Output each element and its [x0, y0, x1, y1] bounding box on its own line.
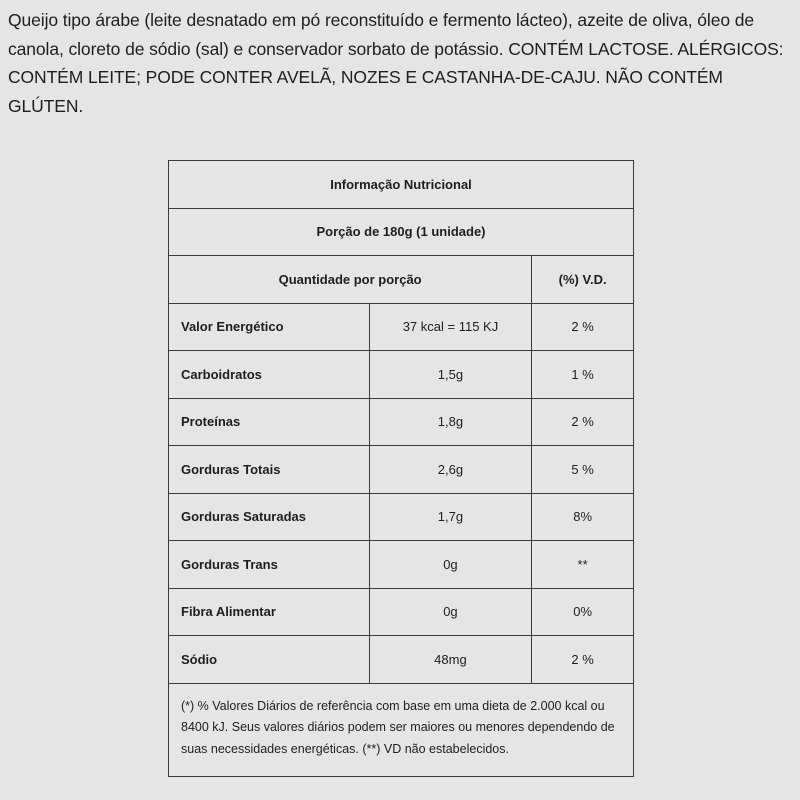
nutrient-name: Carboidratos: [169, 351, 370, 399]
table-row: [169, 398, 634, 446]
nutrient-amount: 1,8g: [369, 398, 532, 446]
table-title: Informação Nutricional: [169, 161, 634, 209]
table-row: [169, 446, 634, 494]
header-vd: (%) V.D.: [532, 256, 634, 304]
nutrient-amount: 48mg: [369, 636, 532, 684]
footnote-row: [169, 683, 634, 777]
nutrient-name: Fibra Alimentar: [169, 588, 370, 636]
table-row: [169, 351, 634, 399]
nutrient-amount: 1,7g: [369, 493, 532, 541]
table-row: [169, 636, 634, 684]
serving-row: [169, 208, 634, 256]
nutrient-name: Proteínas: [169, 398, 370, 446]
nutrient-vd: 8%: [532, 493, 634, 541]
nutrient-vd: 5 %: [532, 446, 634, 494]
table-row: [169, 303, 634, 351]
nutrient-vd: **: [532, 541, 634, 589]
table-row: [169, 588, 634, 636]
footnote: (*) % Valores Diários de referência com base em uma dieta de 2.000 kcal ou 8400 kJ. Seus valores diários podem ser maiores ou menores dependendo de suas necessidades energéticas. (**) VD não estabelecidos.: [169, 683, 634, 777]
nutrient-vd: 2 %: [532, 398, 634, 446]
nutrient-name: Valor Energético: [169, 303, 370, 351]
ingredients-text: Queijo tipo árabe (leite desnatado em pó reconstituído e fermento lácteo), azeite de oliva, óleo de canola, cloreto de sódio (sal) e conservador sorbato de potássio. CONTÉM LACTOSE. ALÉRGICOS: CONTÉM LEITE; PODE CONTER AVELÃ, NOZES E CASTANHA-DE-CAJU. NÃO CONTÉM GLÚTEN.: [8, 10, 784, 116]
table-row: [169, 493, 634, 541]
nutrient-vd: 0%: [532, 588, 634, 636]
header-row: [169, 256, 634, 304]
serving-size: Porção de 180g (1 unidade): [169, 208, 634, 256]
nutrient-amount: 37 kcal = 115 KJ: [369, 303, 532, 351]
table-row: [169, 541, 634, 589]
nutrient-amount: 0g: [369, 541, 532, 589]
nutrient-vd: 2 %: [532, 636, 634, 684]
header-quantity: Quantidade por porção: [169, 256, 532, 304]
nutrient-vd: 2 %: [532, 303, 634, 351]
nutrient-name: Gorduras Totais: [169, 446, 370, 494]
nutrient-amount: 1,5g: [369, 351, 532, 399]
nutrient-name: Gorduras Trans: [169, 541, 370, 589]
nutrient-name: Gorduras Saturadas: [169, 493, 370, 541]
nutrition-facts-table: [168, 160, 634, 777]
nutrient-name: Sódio: [169, 636, 370, 684]
nutrient-amount: 2,6g: [369, 446, 532, 494]
nutrient-amount: 0g: [369, 588, 532, 636]
table-title-row: [169, 161, 634, 209]
nutrient-vd: 1 %: [532, 351, 634, 399]
